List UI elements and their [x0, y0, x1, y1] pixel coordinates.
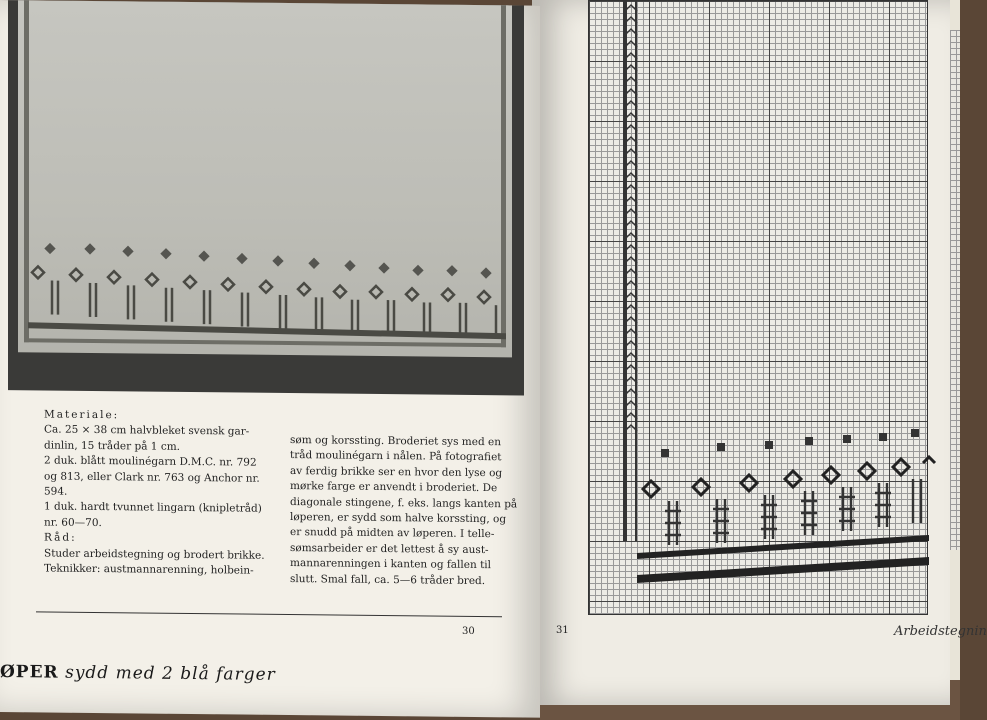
- materials-heading: Materiale:: [44, 408, 120, 422]
- materials-line: 1 duk. hardt tvunnet lingarn (knipletråd): [44, 500, 262, 516]
- instructions-line: mørke farge er anvendt i broderiet. De: [290, 480, 498, 495]
- embroidery-photo: [8, 0, 524, 395]
- instructions-line: mannarenningen i kanten og fallen til: [290, 557, 492, 572]
- title-italic: sydd med 2 blå farger: [65, 662, 276, 685]
- page-title: [0, 662, 276, 685]
- instructions-line: sømsarbeider er det lettest å sy aust-: [290, 541, 489, 556]
- materials-line: nr. 60—70.: [44, 516, 102, 529]
- materials-line: 2 duk. blått moulinégarn D.M.C. nr. 792: [44, 454, 257, 469]
- right-page-number: 31: [556, 625, 569, 636]
- chart-caption: Arbeidstegnin: [894, 624, 987, 639]
- materials-line: dinlin, 15 tråder på 1 cm.: [44, 439, 180, 453]
- advice-line: Teknikker: austmannarenning, holbein-: [44, 562, 254, 577]
- instructions-line: er snudd på midten av løperen. I telle-: [290, 526, 495, 541]
- advice-heading: Råd:: [44, 531, 77, 545]
- title-bold: ØPER: [0, 662, 59, 683]
- pattern-chart-icon: [589, 1, 929, 616]
- embroidery-motif-icon: [8, 0, 524, 395]
- instructions-line: løperen, er sydd som halve korssting, og: [290, 511, 507, 526]
- materials-line: Ca. 25 × 38 cm halvbleket svensk gar-: [44, 423, 250, 439]
- pattern-chart: [588, 0, 928, 615]
- instructions-line: søm og korssting. Broderiet sys med en: [290, 434, 501, 449]
- left-page-number: 30: [462, 625, 475, 637]
- instructions-line: slutt. Smal fall, ca. 5—6 tråder bred.: [290, 572, 486, 587]
- instructions-line: tråd moulinégarn i nålen. På fotografiet: [290, 449, 502, 464]
- instructions-line: diagonale stingene, f. eks. langs kanten på: [290, 495, 518, 511]
- materials-column: [44, 407, 284, 579]
- instructions-column: [290, 433, 518, 589]
- footer-rule: [36, 611, 502, 617]
- instructions-line: av ferdig brikke ser en hvor den lyse og: [290, 464, 503, 480]
- materials-line: 594.: [44, 485, 68, 498]
- materials-line: og 813, eller Clark nr. 763 og Anchor nr.: [44, 470, 260, 485]
- advice-line: Studer arbeidstegning og brodert brikke.: [44, 547, 265, 562]
